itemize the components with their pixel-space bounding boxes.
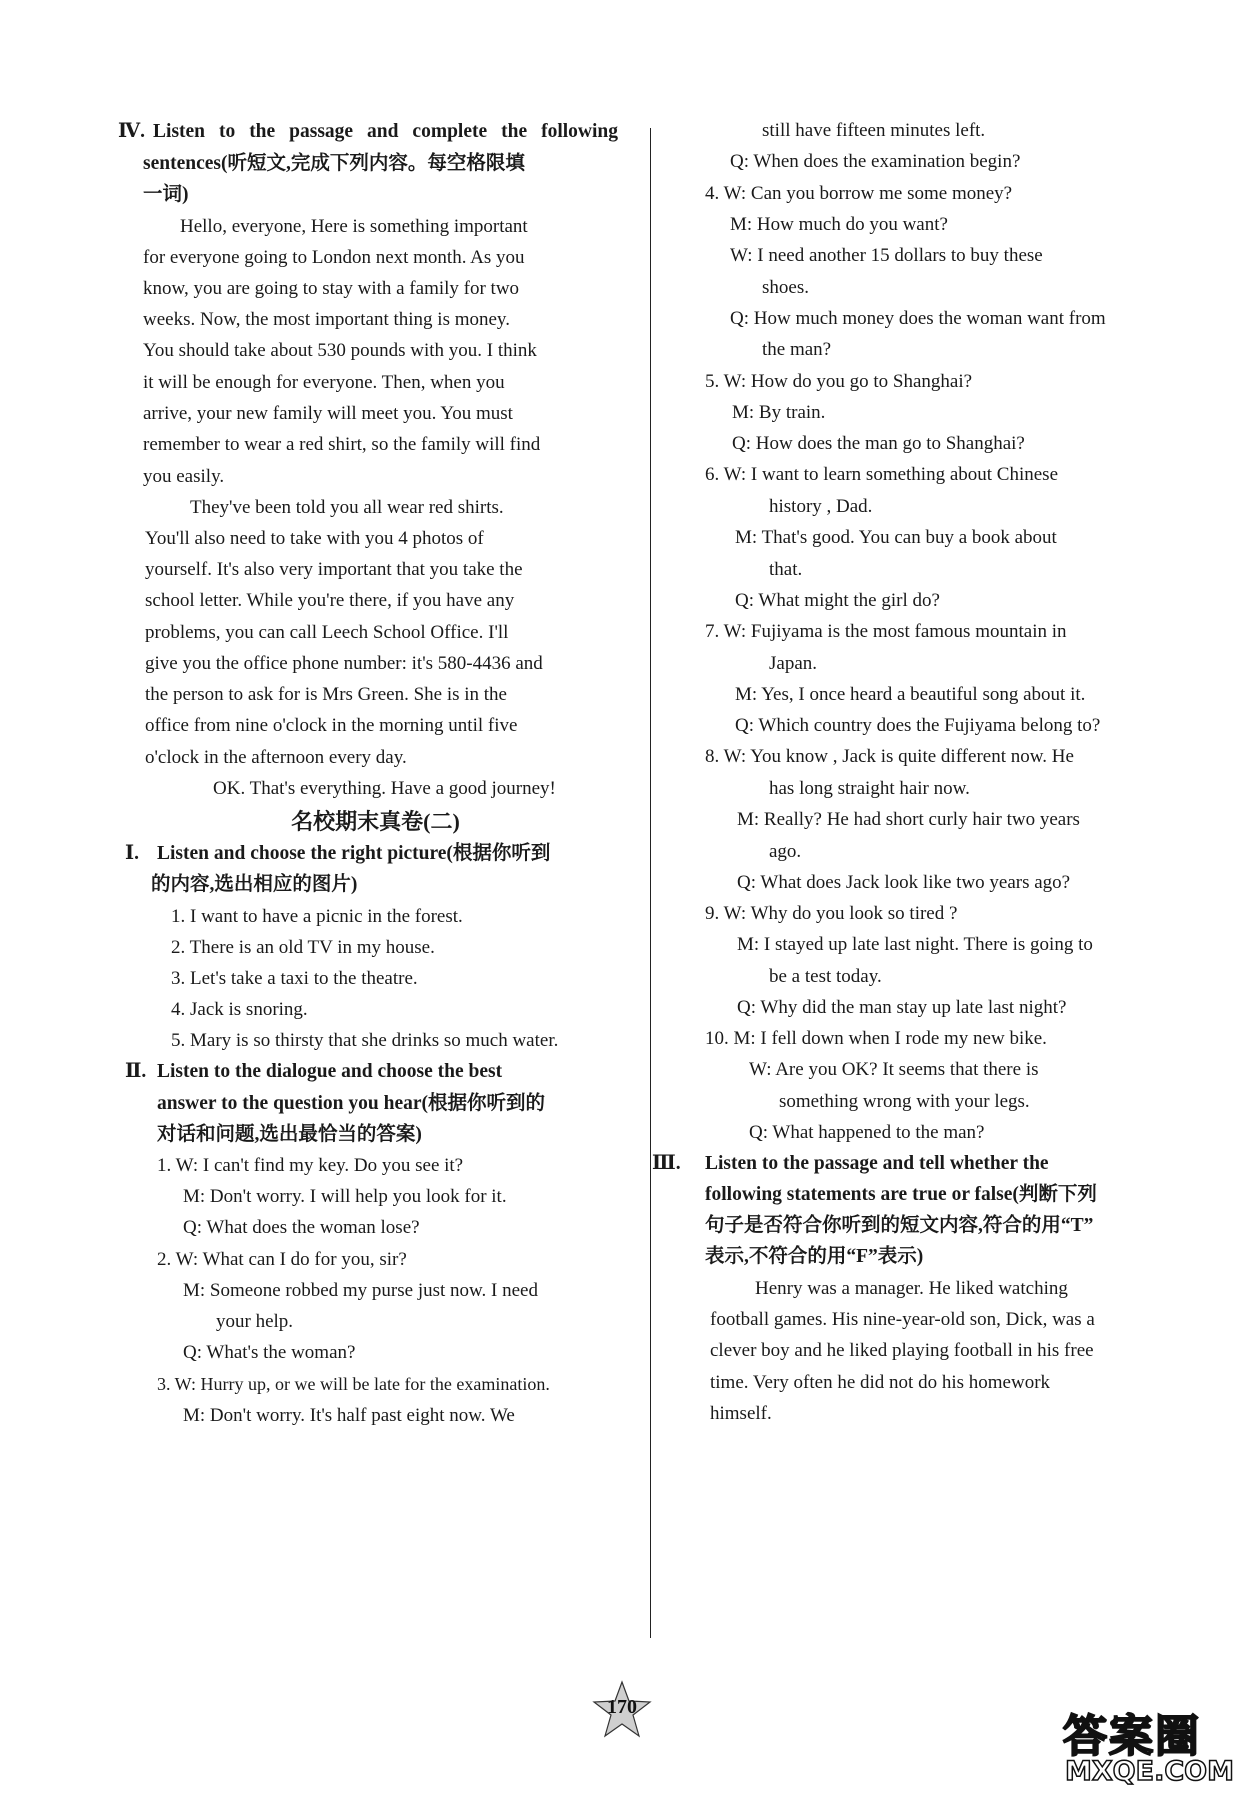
page-number: 170 — [607, 1696, 637, 1718]
section-3-heading-line3: 句子是否符合你听到的短文内容,符合的用“T” — [705, 1215, 1094, 1236]
section-3-heading: Ⅲ. Listen to the passage and tell whether the — [652, 1153, 1049, 1174]
section-3-heading-line4: 表示,不符合的用“F”表示) — [705, 1246, 924, 1267]
section-2-heading-line3: 对话和问题,选出最恰当的答案) — [157, 1124, 422, 1145]
exam-title: 名校期末真卷(二) — [291, 809, 460, 834]
section-4-heading-line2: sentences(听短文,完成下列内容。每空格限填 — [143, 153, 525, 174]
section-4-heading-line3: 一词) — [143, 184, 189, 205]
page-number-badge — [592, 1680, 652, 1740]
column-divider — [650, 128, 651, 1638]
section-1-heading: Ⅰ. Listen and choose the right picture(根据你听到 — [125, 843, 551, 864]
section-3-heading-line2: following statements are true or false(判断下列 — [705, 1184, 1097, 1205]
section-4-heading: Ⅳ. Listen to the passage and complete the following — [118, 121, 618, 142]
watermark-logo — [1055, 1700, 1240, 1800]
section-1-heading-line2: 的内容,选出相应的图片) — [151, 874, 358, 895]
watermark-logo-url: MXQE.COM — [1065, 1756, 1234, 1787]
section-2-heading: Ⅱ. Listen to the dialogue and choose the best — [125, 1061, 503, 1082]
watermark-logo-mark: 答案圈 — [1063, 1711, 1201, 1762]
section-2-heading-line2: answer to the question you hear(根据你听到的 — [157, 1093, 546, 1114]
